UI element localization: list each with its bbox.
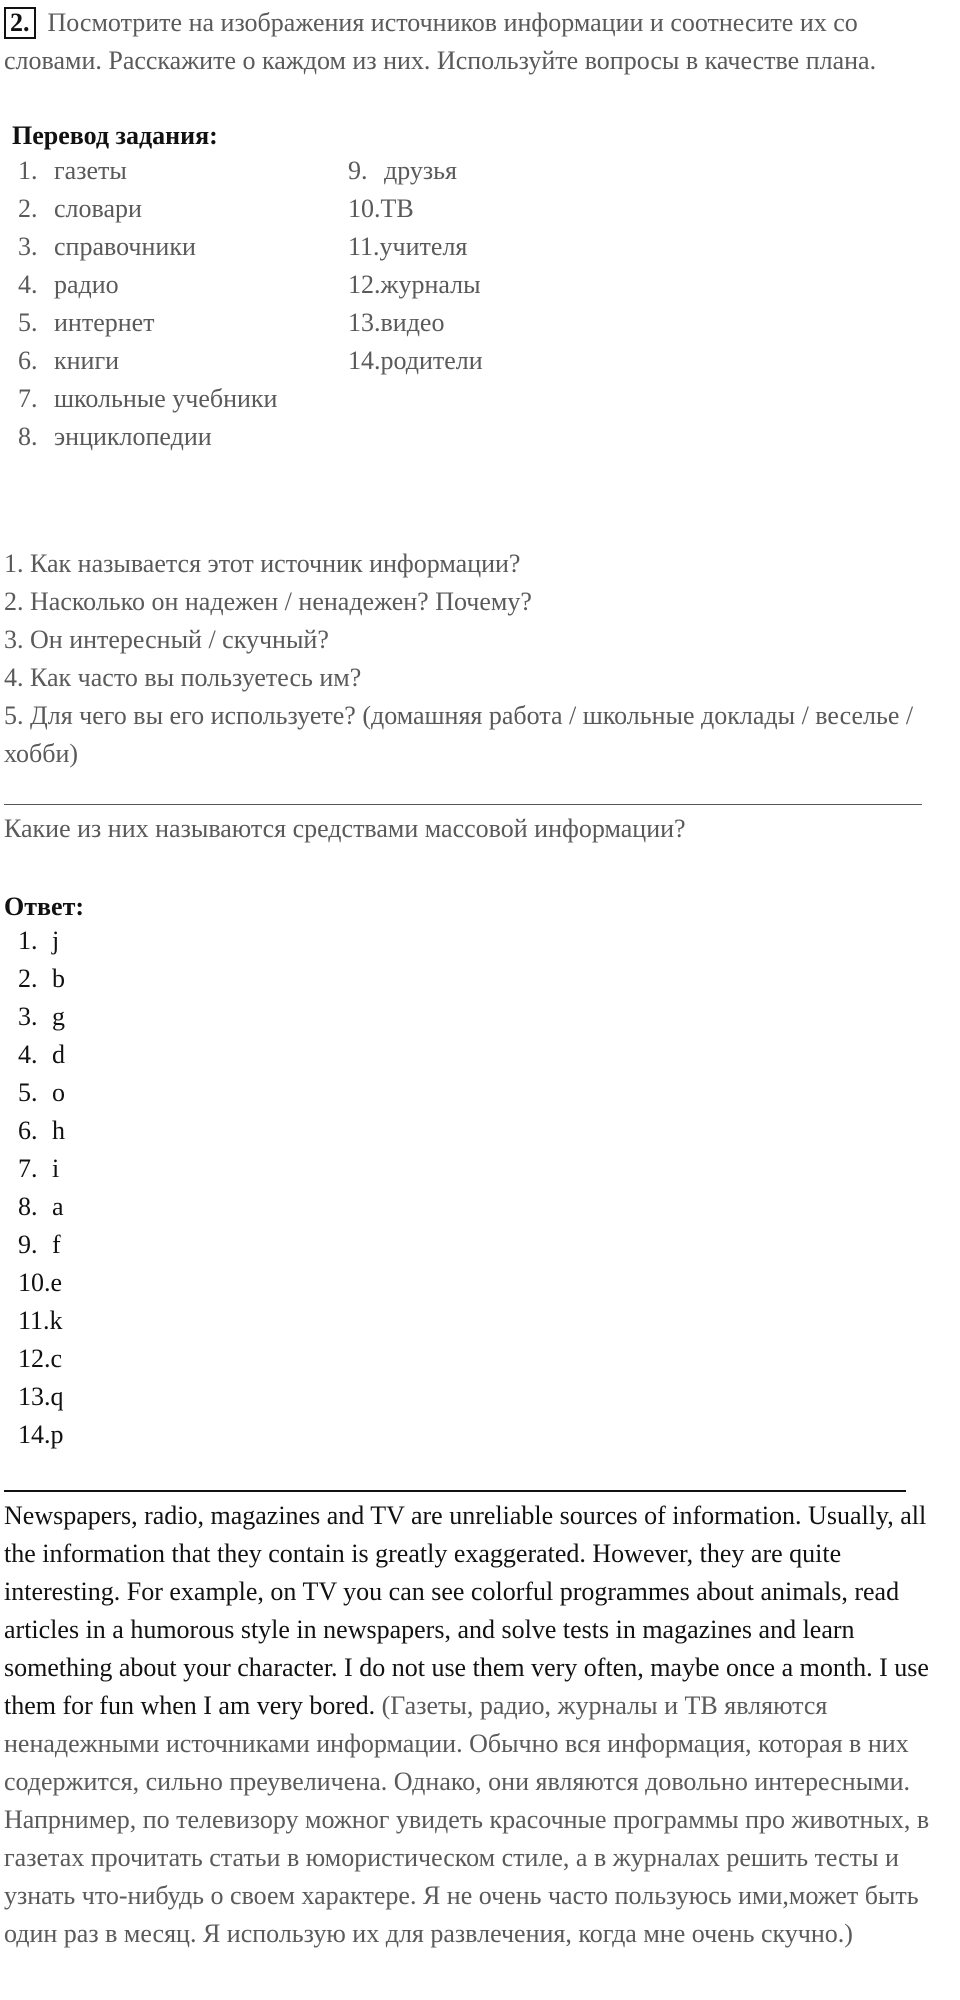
question-item: 5. Для чего вы его используете? (домашняя работа / школьные доклады / веселье / хобби) — [4, 701, 914, 768]
answer-title: Ответ: — [4, 892, 85, 921]
question-item: 2. Насколько он надежен / ненадежен? Почему? — [4, 587, 532, 616]
essay-english: Newspapers, radio, magazines and TV are unreliable sources of information. Usually, all the information that they contain is greatly exaggerated. However, they are quite interesting. For example, on TV you can see colorful programmes about animals, read articles in a humorous style in newspapers, and solve tests in magazines and learn something about your character. I do not use them very often, maybe once a month. I use them for fun when I am very bored. — [4, 1501, 929, 1720]
answer-item: 8. a — [18, 1192, 64, 1221]
answer-item: 11.k — [18, 1306, 63, 1335]
answer-list — [18, 922, 65, 1454]
list-item: 3. справочники — [18, 232, 196, 261]
list-item: 11.учителя — [348, 232, 468, 261]
answer-item: 3. g — [18, 1002, 65, 1031]
list-item: 8. энциклопедии — [18, 422, 212, 451]
divider — [4, 1490, 906, 1492]
translation-list-column-2 — [348, 152, 483, 380]
list-item: 7. школьные учебники — [18, 384, 278, 413]
essay-russian-translation: (Газеты, радио, журналы и ТВ являются ненадежными источниками информации. Обычно вся информация, которая в них содержится, сильно преувеличена. Однако, они являются довольно интересными. Напрнимер, по телевизору можног увидеть красочные программы про животных, в газетах прочитать статьи в юмористическом стиле, а в журналах решить тесты и узнать что-нибудь о своем характере. Я не очень часто пользуюсь ими,может быть один раз в месяц. Я использую их для развлечения, когда мне очень скучно.) — [4, 1691, 930, 1948]
list-item: 9. друзья — [348, 156, 457, 185]
answer-item: 14.p — [18, 1420, 64, 1449]
list-item: 1. газеты — [18, 156, 127, 185]
question-item: 3. Он интересный / скучный? — [4, 625, 329, 654]
answer-item: 7. i — [18, 1154, 60, 1183]
question-item: 1. Как называется этот источник информации? — [4, 549, 521, 578]
list-item: 14.родители — [348, 346, 483, 375]
answer-item: 4. d — [18, 1040, 65, 1069]
list-item: 4. радио — [18, 270, 119, 299]
list-item: 12.журналы — [348, 270, 481, 299]
answer-item: 6. h — [18, 1116, 65, 1145]
task-number-badge: 2. — [4, 7, 36, 39]
question-item: 4. Как часто вы пользуетесь им? — [4, 663, 362, 692]
task-header — [4, 4, 924, 80]
task-instruction: Посмотрите на изображения источников информации и соотнесите их со словами. Расскажите о каждом из них. Используйте вопросы в качестве плана. — [4, 8, 877, 75]
answer-item: 13.q — [18, 1382, 64, 1411]
list-item: 6. книги — [18, 346, 120, 375]
divider — [4, 804, 922, 805]
question-plan-list — [4, 545, 914, 773]
list-item: 13.видео — [348, 308, 445, 337]
answer-item: 5. o — [18, 1078, 65, 1107]
translation-title: Перевод задания: — [12, 121, 218, 150]
answer-item: 10.e — [18, 1268, 63, 1297]
answer-item: 9. f — [18, 1230, 61, 1259]
answer-item: 1. j — [18, 926, 60, 955]
translation-list-column-1 — [18, 152, 277, 456]
answer-essay — [4, 1497, 960, 1953]
answer-item: 12.c — [18, 1344, 63, 1373]
answer-item: 2. b — [18, 964, 65, 993]
list-item: 5. интернет — [18, 308, 155, 337]
list-item: 2. словари — [18, 194, 142, 223]
mass-media-question: Какие из них называются средствами массовой информации? — [4, 814, 686, 843]
list-item: 10.ТВ — [348, 194, 414, 223]
